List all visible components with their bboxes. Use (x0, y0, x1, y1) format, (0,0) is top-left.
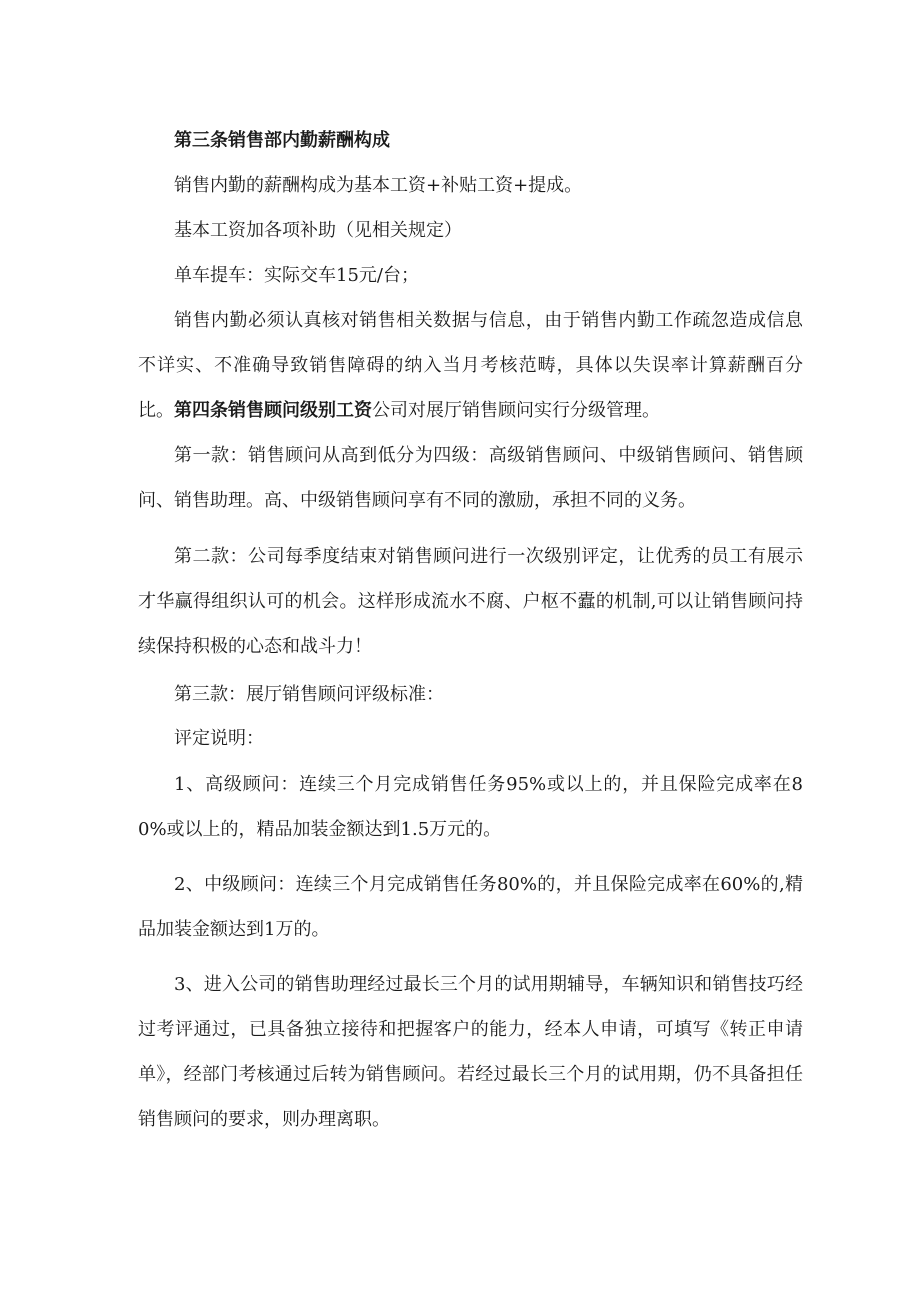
section4-item1: 1、高级顾问：连续三个月完成销售任务95%或以上的，并且保险完成率在80%或以上的，精品加装金额达到1.5万元的。 (138, 774, 803, 840)
section4-clause3: 第三款：展厅销售顾问评级标准： (174, 684, 444, 705)
section3-paragraph-accuracy-requirement: 销售内勤必须认真核对销售相关数据与信息，由于销售内勤工作疏忽造成信息不详实、不准确导致销售障碍的纳入当月考核范畴，具体以失误率计算薪酬百分比。 (138, 310, 803, 421)
section4-explain-label: 评定说明： (174, 728, 264, 749)
section4-clause1: 第一款：销售顾问从高到低分为四级：高级销售顾问、中级销售顾问、销售顾问、销售助理。高、中级销售顾问享有不同的激励，承担不同的义务。 (138, 445, 803, 511)
section4-item2: 2、中级顾问：连续三个月完成销售任务80%的，并且保险完成率在60%的,精品加装金额达到1万的。 (138, 874, 803, 940)
section4-item3: 3、进入公司的销售助理经过最长三个月的试用期辅导，车辆知识和销售技巧经过考评通过，已具备独立接待和把握客户的能力，经本人申请，可填写《转正申请单》，经部门考核通过后转为销售顾问。若经过最长三个月的试用期，仍不具备担任销售顾问的要求，则办理离职。 (138, 974, 803, 1130)
section4-heading: 第四条销售顾问级别工资 (174, 400, 372, 421)
section3-paragraph-base-salary: 基本工资加各项补助（见相关规定） (174, 220, 462, 241)
section4-heading-rest: 公司对展厅销售顾问实行分级管理。 (372, 400, 660, 421)
section3-paragraph-salary-structure: 销售内勤的薪酬构成为基本工资+补贴工资+提成。 (174, 175, 583, 196)
section3-heading: 第三条销售部内勤薪酬构成 (174, 130, 390, 151)
section3-paragraph-delivery-commission: 单车提车：实际交车15元/台； (174, 265, 419, 286)
section4-clause2: 第二款：公司每季度结束对销售顾问进行一次级别评定，让优秀的员工有展示才华赢得组织认可的机会。这样形成流水不腐、户枢不蠹的机制,可以让销售顾问持续保持积极的心态和战斗力！ (138, 546, 803, 657)
section4-heading-paragraph (138, 388, 803, 433)
